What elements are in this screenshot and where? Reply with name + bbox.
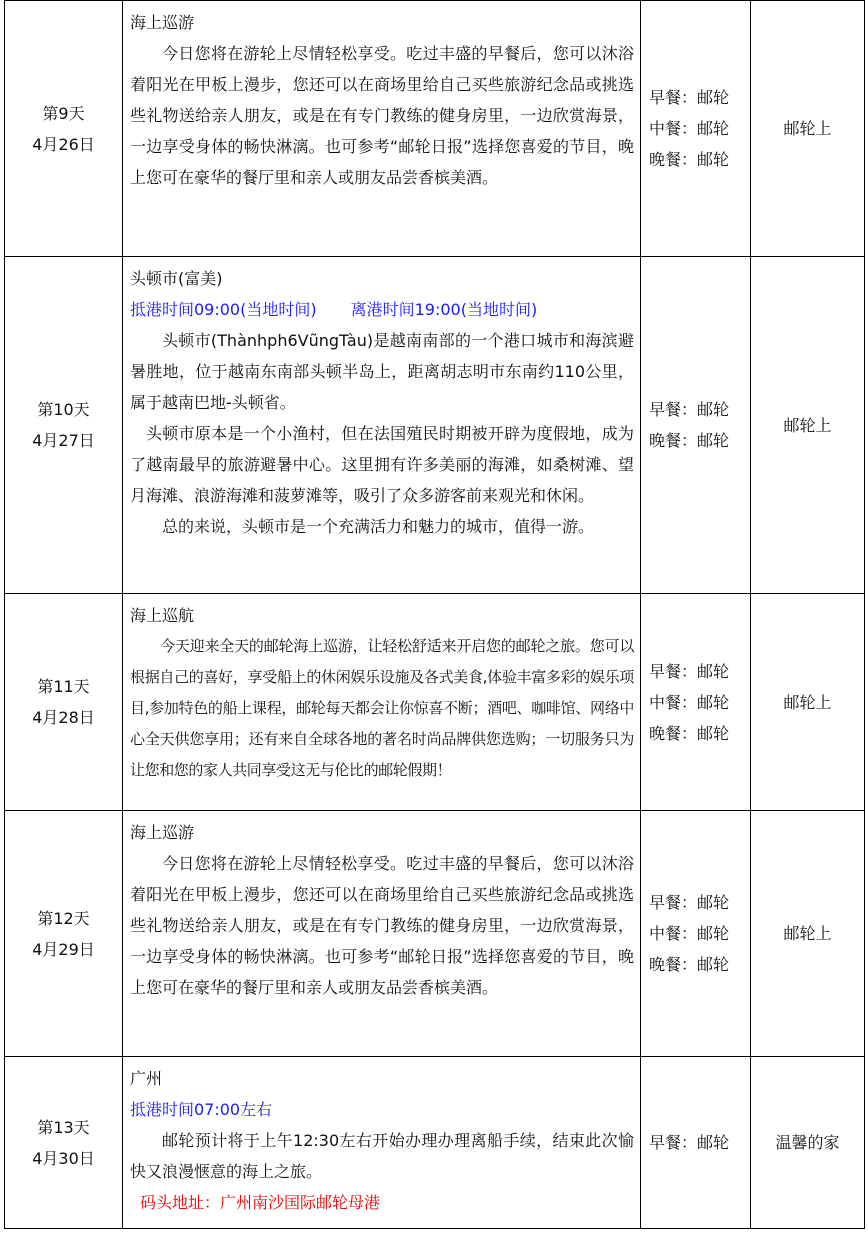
- itinerary-row-day9: [5, 1, 865, 257]
- accommodation-cell: [751, 811, 865, 1057]
- meal-item: 晚餐：邮轮: [649, 723, 730, 743]
- accommodation-cell: [751, 1, 865, 257]
- day-date: 4月28日: [32, 708, 95, 727]
- description-paragraph: 总的来说，头顿市是一个充满活力和魅力的城市，值得一游。: [162, 517, 595, 536]
- meals-cell: [641, 1, 751, 257]
- meal-item: 晚餐：邮轮: [649, 955, 730, 974]
- arrival-time: 抵港时间07:00左右: [130, 1100, 273, 1119]
- description-paragraph: 头顿市(Thànhph6VũngTàu)是越南南部的一个港口城市和海滨避暑胜地，位于越南东南部头顿半岛上，距离胡志明市东南约110公里，属于越南巴地-头顿省。: [130, 331, 634, 412]
- day-title: 海上巡游: [130, 13, 195, 32]
- meal-item: 晚餐：邮轮: [649, 150, 730, 169]
- accommodation-text: 邮轮上: [783, 692, 832, 712]
- departure-time: 离港时间19:00(当地时间): [350, 300, 538, 319]
- day-date: 4月30日: [32, 1148, 95, 1168]
- description-paragraph: 今日您将在游轮上尽情轻松享受。吃过丰盛的早餐后，您可以沐浴着阳光在甲板上漫步，您还可以在商场里给自己买些旅游纪念品或挑选些礼物送给亲人朋友，或是在有专门教练的健身房里，一边欣赏海景，一边享受身体的畅快淋漓。也可参考“邮轮日报”选择您喜爱的节目，晚上您可在豪华的餐厅里和亲人或朋友品尝香槟美酒。: [130, 854, 634, 997]
- day-cell: [5, 594, 123, 811]
- description-cell: [123, 1057, 641, 1229]
- itinerary-row-day10: [5, 257, 865, 594]
- description-cell: [123, 1, 641, 257]
- day-cell: [5, 1057, 123, 1229]
- meal-item: 早餐：邮轮: [649, 661, 730, 681]
- day-number: 第10天: [37, 400, 90, 419]
- meal-item: 早餐：邮轮: [649, 400, 730, 419]
- meal-item: 早餐：邮轮: [649, 1133, 730, 1152]
- meal-item: 早餐：邮轮: [649, 88, 730, 107]
- description-paragraph: 今日您将在游轮上尽情轻松享受。吃过丰盛的早餐后，您可以沐浴着阳光在甲板上漫步，您还可以在商场里给自己买些旅游纪念品或挑选些礼物送给亲人朋友，或是在有专门教练的健身房里，一边欣赏海景，一边享受身体的畅快淋漓。也可参考“邮轮日报”选择您喜爱的节目，晚上您可在豪华的餐厅里和亲人或朋友品尝香槟美酒。: [130, 44, 634, 187]
- accommodation-cell: [751, 1057, 865, 1229]
- day-date: 4月26日: [32, 134, 95, 154]
- day-date: 4月27日: [32, 431, 95, 450]
- day-number: 第13天: [37, 1117, 90, 1137]
- day-title: 广州: [130, 1069, 163, 1088]
- accommodation-cell: [751, 257, 865, 594]
- accommodation-text: 邮轮上: [783, 119, 832, 138]
- meals-cell: [641, 594, 751, 811]
- day-cell: [5, 1, 123, 257]
- arrival-time: 抵港时间09:00(当地时间): [130, 300, 317, 319]
- description-paragraph: 头顿市原本是一个小渔村，但在法国殖民时期被开辟为度假地，成为了越南最早的旅游避暑中心。这里拥有许多美丽的海滩，如桑树滩、望月海滩、浪游海滩和菠萝滩等，吸引了众多游客前来观光和休闲。: [130, 424, 634, 505]
- day-cell: [5, 257, 123, 594]
- meal-item: 中餐：邮轮: [649, 119, 730, 138]
- itinerary-table: [4, 0, 865, 1229]
- day-date: 4月29日: [32, 939, 95, 959]
- itinerary-row-day13: [5, 1057, 865, 1229]
- itinerary-row-day11: [5, 594, 865, 811]
- day-title: 海上巡游: [130, 823, 195, 842]
- meals-cell: [641, 1057, 751, 1229]
- day-number: 第12天: [37, 908, 90, 928]
- port-times: [130, 294, 634, 325]
- pier-address: 码头地址：广州南沙国际邮轮母港: [140, 1193, 381, 1212]
- accommodation-text: 邮轮上: [783, 924, 832, 943]
- meals-cell: [641, 257, 751, 594]
- description-paragraph: 邮轮预计将于上午12:30左右开始办理办理离船手续，结束此次愉快又浪漫惬意的海上之旅。: [130, 1131, 634, 1181]
- meal-item: 早餐：邮轮: [649, 893, 730, 912]
- accommodation-text: 邮轮上: [783, 415, 832, 435]
- meal-item: 中餐：邮轮: [649, 692, 730, 712]
- day-cell: [5, 811, 123, 1057]
- description-cell: [123, 811, 641, 1057]
- meal-item: 中餐：邮轮: [649, 924, 730, 943]
- meals-cell: [641, 811, 751, 1057]
- accommodation-cell: [751, 594, 865, 811]
- meal-item: 晚餐：邮轮: [649, 431, 730, 450]
- description-paragraph: 今天迎来全天的邮轮海上巡游，让轻松舒适来开启您的邮轮之旅。您可以根据自己的喜好，享受船上的休闲娱乐设施及各式美食,体验丰富多彩的娱乐项目,参加特色的船上课程，邮轮每天都会让你惊喜不断；酒吧、咖啡馆、网络中心全天供您享用；还有来自全球各地的著名时尚品牌供您选购；一切服务只为让您和您的家人共同享受这无与伦比的邮轮假期！: [130, 637, 634, 779]
- day-title: 海上巡航: [130, 606, 195, 625]
- day-number: 第11天: [37, 677, 90, 696]
- day-title: 头顿市(富美): [130, 269, 223, 288]
- day-number: 第9天: [42, 103, 85, 123]
- accommodation-text: 温馨的家: [775, 1133, 840, 1152]
- description-cell: [123, 257, 641, 594]
- description-cell: [123, 594, 641, 811]
- itinerary-row-day12: [5, 811, 865, 1057]
